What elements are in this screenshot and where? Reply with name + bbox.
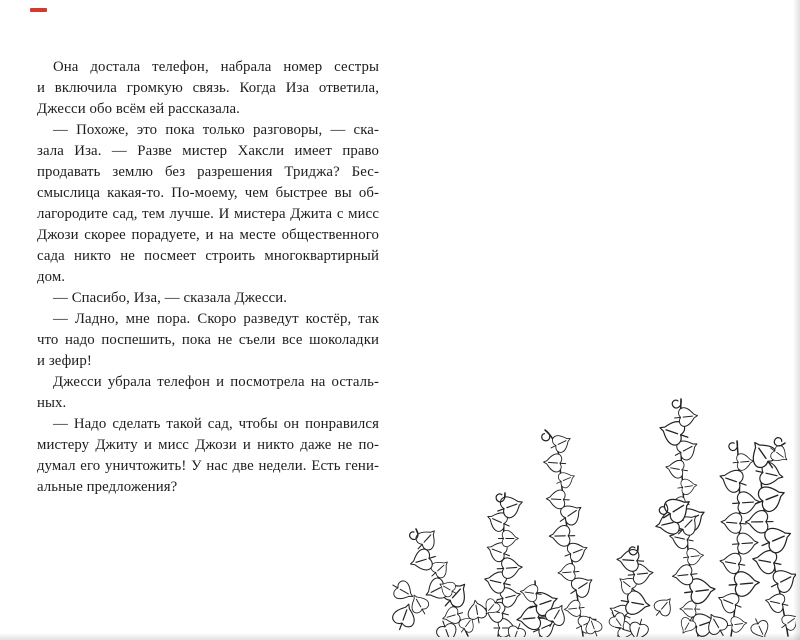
text-line: и включила громкую связь. Когда Иза ответила,: [37, 80, 379, 96]
text-line: зала Иза. — Разве мистер Хаксли имеет право: [37, 143, 379, 159]
text-line: ных.: [37, 395, 67, 411]
text-line: смыслица какая-то. По-моему, чем быстрее вы об-: [37, 185, 379, 201]
text-line: — Спасибо, Иза, — сказала Джесси.: [53, 290, 288, 306]
text-line: — Ладно, мне пора. Скоро разведут костёр, так: [53, 311, 379, 327]
text-line: что надо поспешить, пока не съели все шоколадки: [37, 332, 379, 348]
text-line: дом.: [37, 269, 66, 285]
text-line: Джози скорее порадуете, и на месте общественного: [37, 227, 379, 243]
text-line: Джесси обо всём ей рассказала.: [37, 101, 240, 117]
body-text: [37, 57, 379, 498]
text-line: сада никто не посмеет строить многоквартирный: [37, 248, 379, 264]
text-line: — Похоже, это пока только разговоры, — ска-: [53, 122, 379, 138]
text-line: альные предложения?: [37, 479, 178, 495]
text-line: лагородите сад, тем лучше. И мистера Джита с мисс: [37, 206, 379, 222]
red-dash-ornament: [30, 8, 47, 12]
ivy-vines-illustration: [390, 383, 796, 637]
text-line: продавать землю без разрешения Триджа? Бес-: [37, 164, 379, 180]
text-line: и зефир!: [37, 353, 92, 369]
text-line: Она достала телефон, набрала номер сестры: [53, 59, 379, 75]
text-line: мистеру Джиту и мисс Джози и никто даже не по-: [37, 437, 379, 453]
text-line: думал его уничтожить! У нас две недели. Есть гени-: [37, 458, 379, 474]
text-line: Джесси убрала телефон и посмотрела на осталь-: [53, 374, 379, 390]
text-line: — Надо сделать такой сад, чтобы он понравился: [53, 416, 379, 432]
